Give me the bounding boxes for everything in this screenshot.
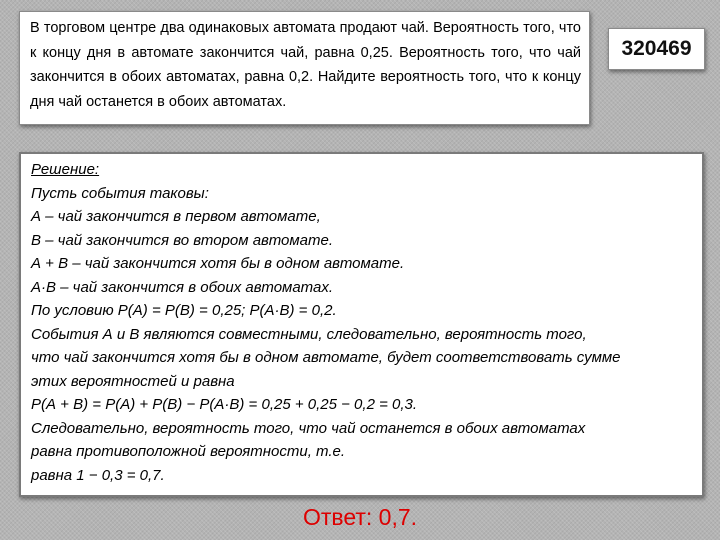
answer-text: Ответ: 0,7. bbox=[302, 504, 418, 530]
solution-line: События А и В являются совместными, следовательно, вероятность того, bbox=[31, 325, 587, 343]
solution-line: этих вероятностей и равна bbox=[31, 372, 235, 390]
task-number: 320469 bbox=[621, 37, 692, 60]
solution-heading: Решение: bbox=[31, 161, 100, 178]
solution-line: По условию Р(А) = Р(В) = 0,25; Р(А·В) = 0,2. bbox=[31, 302, 337, 319]
solution-line: Р(А + В) = Р(А) + Р(В) − Р(А·В) = 0,25 + 0,25 − 0,2 = 0,3. bbox=[31, 396, 418, 413]
solution-line: Следовательно, вероятность того, что чай останется в обоих автоматах bbox=[31, 419, 586, 437]
solution-line: что чай закончится хотя бы в одном автомате, будет соответствовать сумме bbox=[31, 349, 621, 366]
solution-line: А·В – чай закончится в обоих автоматах. bbox=[31, 278, 333, 296]
problem-text: В торговом центре два одинаковых автомата продают чай. Вероятность того, что к концу дня в автомате закончится чай, равна 0,25. Вероятность того, что чай закончится в обоих автоматах, равна 0,2. Найдите вероятность того, что к концу дня чай останется в обоих автоматах. bbox=[30, 20, 581, 110]
task-number-badge bbox=[608, 28, 705, 70]
solution-line: Пусть события таковы: bbox=[31, 184, 209, 202]
solution-line: В – чай закончится во втором автомате. bbox=[31, 231, 334, 249]
solution-line: А + В – чай закончится хотя бы в одном автомате. bbox=[31, 255, 405, 272]
solution-line: равна противоположной вероятности, т.е. bbox=[31, 443, 346, 460]
problem-statement-box bbox=[19, 11, 590, 125]
solution-line: равна 1 − 0,3 = 0,7. bbox=[31, 466, 165, 484]
solution-box bbox=[19, 152, 704, 497]
solution-line: А – чай закончится в первом автомате, bbox=[31, 208, 321, 225]
